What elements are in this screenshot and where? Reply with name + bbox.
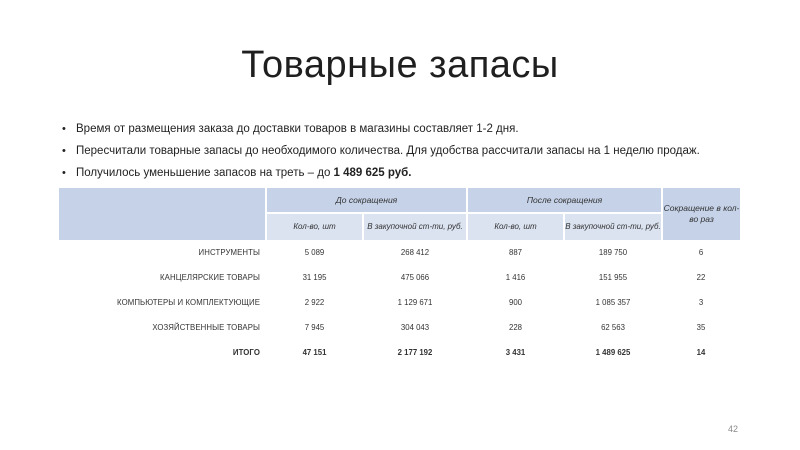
page-number: 42 xyxy=(727,424,738,434)
bullet-text: Время от размещения заказа до доставки товаров в магазины составляет 1-2 дня. xyxy=(76,123,519,135)
bullet-text: Получилось уменьшение запасов на треть – до xyxy=(76,167,334,179)
total-ratio: 14 xyxy=(696,348,706,357)
bullet-text: Пересчитали товарные запасы до необходимого количества. Для удобства рассчитали запасы на 1 неделю продаж. xyxy=(76,145,700,157)
header-reduction: Сокращение в кол-во раз xyxy=(662,188,740,240)
row-category: ИНСТРУМЕНТЫ xyxy=(198,248,260,257)
bullet-highlight: 1 489 625 руб. xyxy=(333,167,412,179)
row-qty-after: 900 xyxy=(508,298,522,307)
bullet-item xyxy=(62,144,700,158)
row-cost-before: 268 412 xyxy=(400,248,430,257)
table-row xyxy=(59,290,740,315)
row-qty-after: 887 xyxy=(508,248,522,257)
row-category: КОМПЬЮТЕРЫ И КОМПЛЕКТУЮЩИЕ xyxy=(117,298,260,307)
row-cost-after: 1 085 357 xyxy=(595,298,631,307)
total-qty-before: 47 151 xyxy=(302,348,327,357)
header-corner xyxy=(59,188,266,240)
row-cost-before: 475 066 xyxy=(400,273,430,282)
slide-title: Товарные запасы xyxy=(241,44,559,86)
row-qty-before: 31 195 xyxy=(302,273,327,282)
table-row xyxy=(59,265,740,290)
row-qty-before: 7 945 xyxy=(304,323,325,332)
total-cost-before: 2 177 192 xyxy=(397,348,433,357)
table-row xyxy=(59,315,740,340)
header-qty-after: Кол-во, шт xyxy=(467,213,564,240)
row-cost-after: 62 563 xyxy=(601,323,625,332)
inventory-table xyxy=(59,188,740,365)
header-cost-before: В закупочной ст-ти, руб. xyxy=(363,213,467,240)
table-row xyxy=(59,240,740,265)
row-ratio: 22 xyxy=(696,273,706,282)
row-qty-before: 5 089 xyxy=(304,248,325,257)
bullet-list xyxy=(62,122,700,188)
row-ratio: 6 xyxy=(698,248,704,257)
row-qty-before: 2 922 xyxy=(304,298,325,307)
row-category: КАНЦЕЛЯРСКИЕ ТОВАРЫ xyxy=(160,273,260,282)
row-ratio: 3 xyxy=(698,298,704,307)
row-ratio: 35 xyxy=(696,323,706,332)
header-group-before: До сокращения xyxy=(266,188,467,213)
row-qty-after: 228 xyxy=(508,323,522,332)
table-total-row xyxy=(59,340,740,365)
total-label: ИТОГО xyxy=(232,348,260,357)
row-category: ХОЗЯЙСТВЕННЫЕ ТОВАРЫ xyxy=(152,323,260,332)
row-cost-before: 1 129 671 xyxy=(397,298,433,307)
total-qty-after: 3 431 xyxy=(505,348,526,357)
row-cost-before: 304 043 xyxy=(400,323,430,332)
bullet-item xyxy=(62,166,700,180)
table-header-row xyxy=(59,188,740,213)
header-group-after: После сокращения xyxy=(467,188,662,213)
row-cost-after: 151 955 xyxy=(598,273,628,282)
header-cost-after: В закупочной ст-ти, руб. xyxy=(564,213,662,240)
row-qty-after: 1 416 xyxy=(505,273,526,282)
total-cost-after: 1 489 625 xyxy=(595,348,631,357)
row-cost-after: 189 750 xyxy=(598,248,628,257)
bullet-item xyxy=(62,122,700,136)
header-qty-before: Кол-во, шт xyxy=(266,213,363,240)
